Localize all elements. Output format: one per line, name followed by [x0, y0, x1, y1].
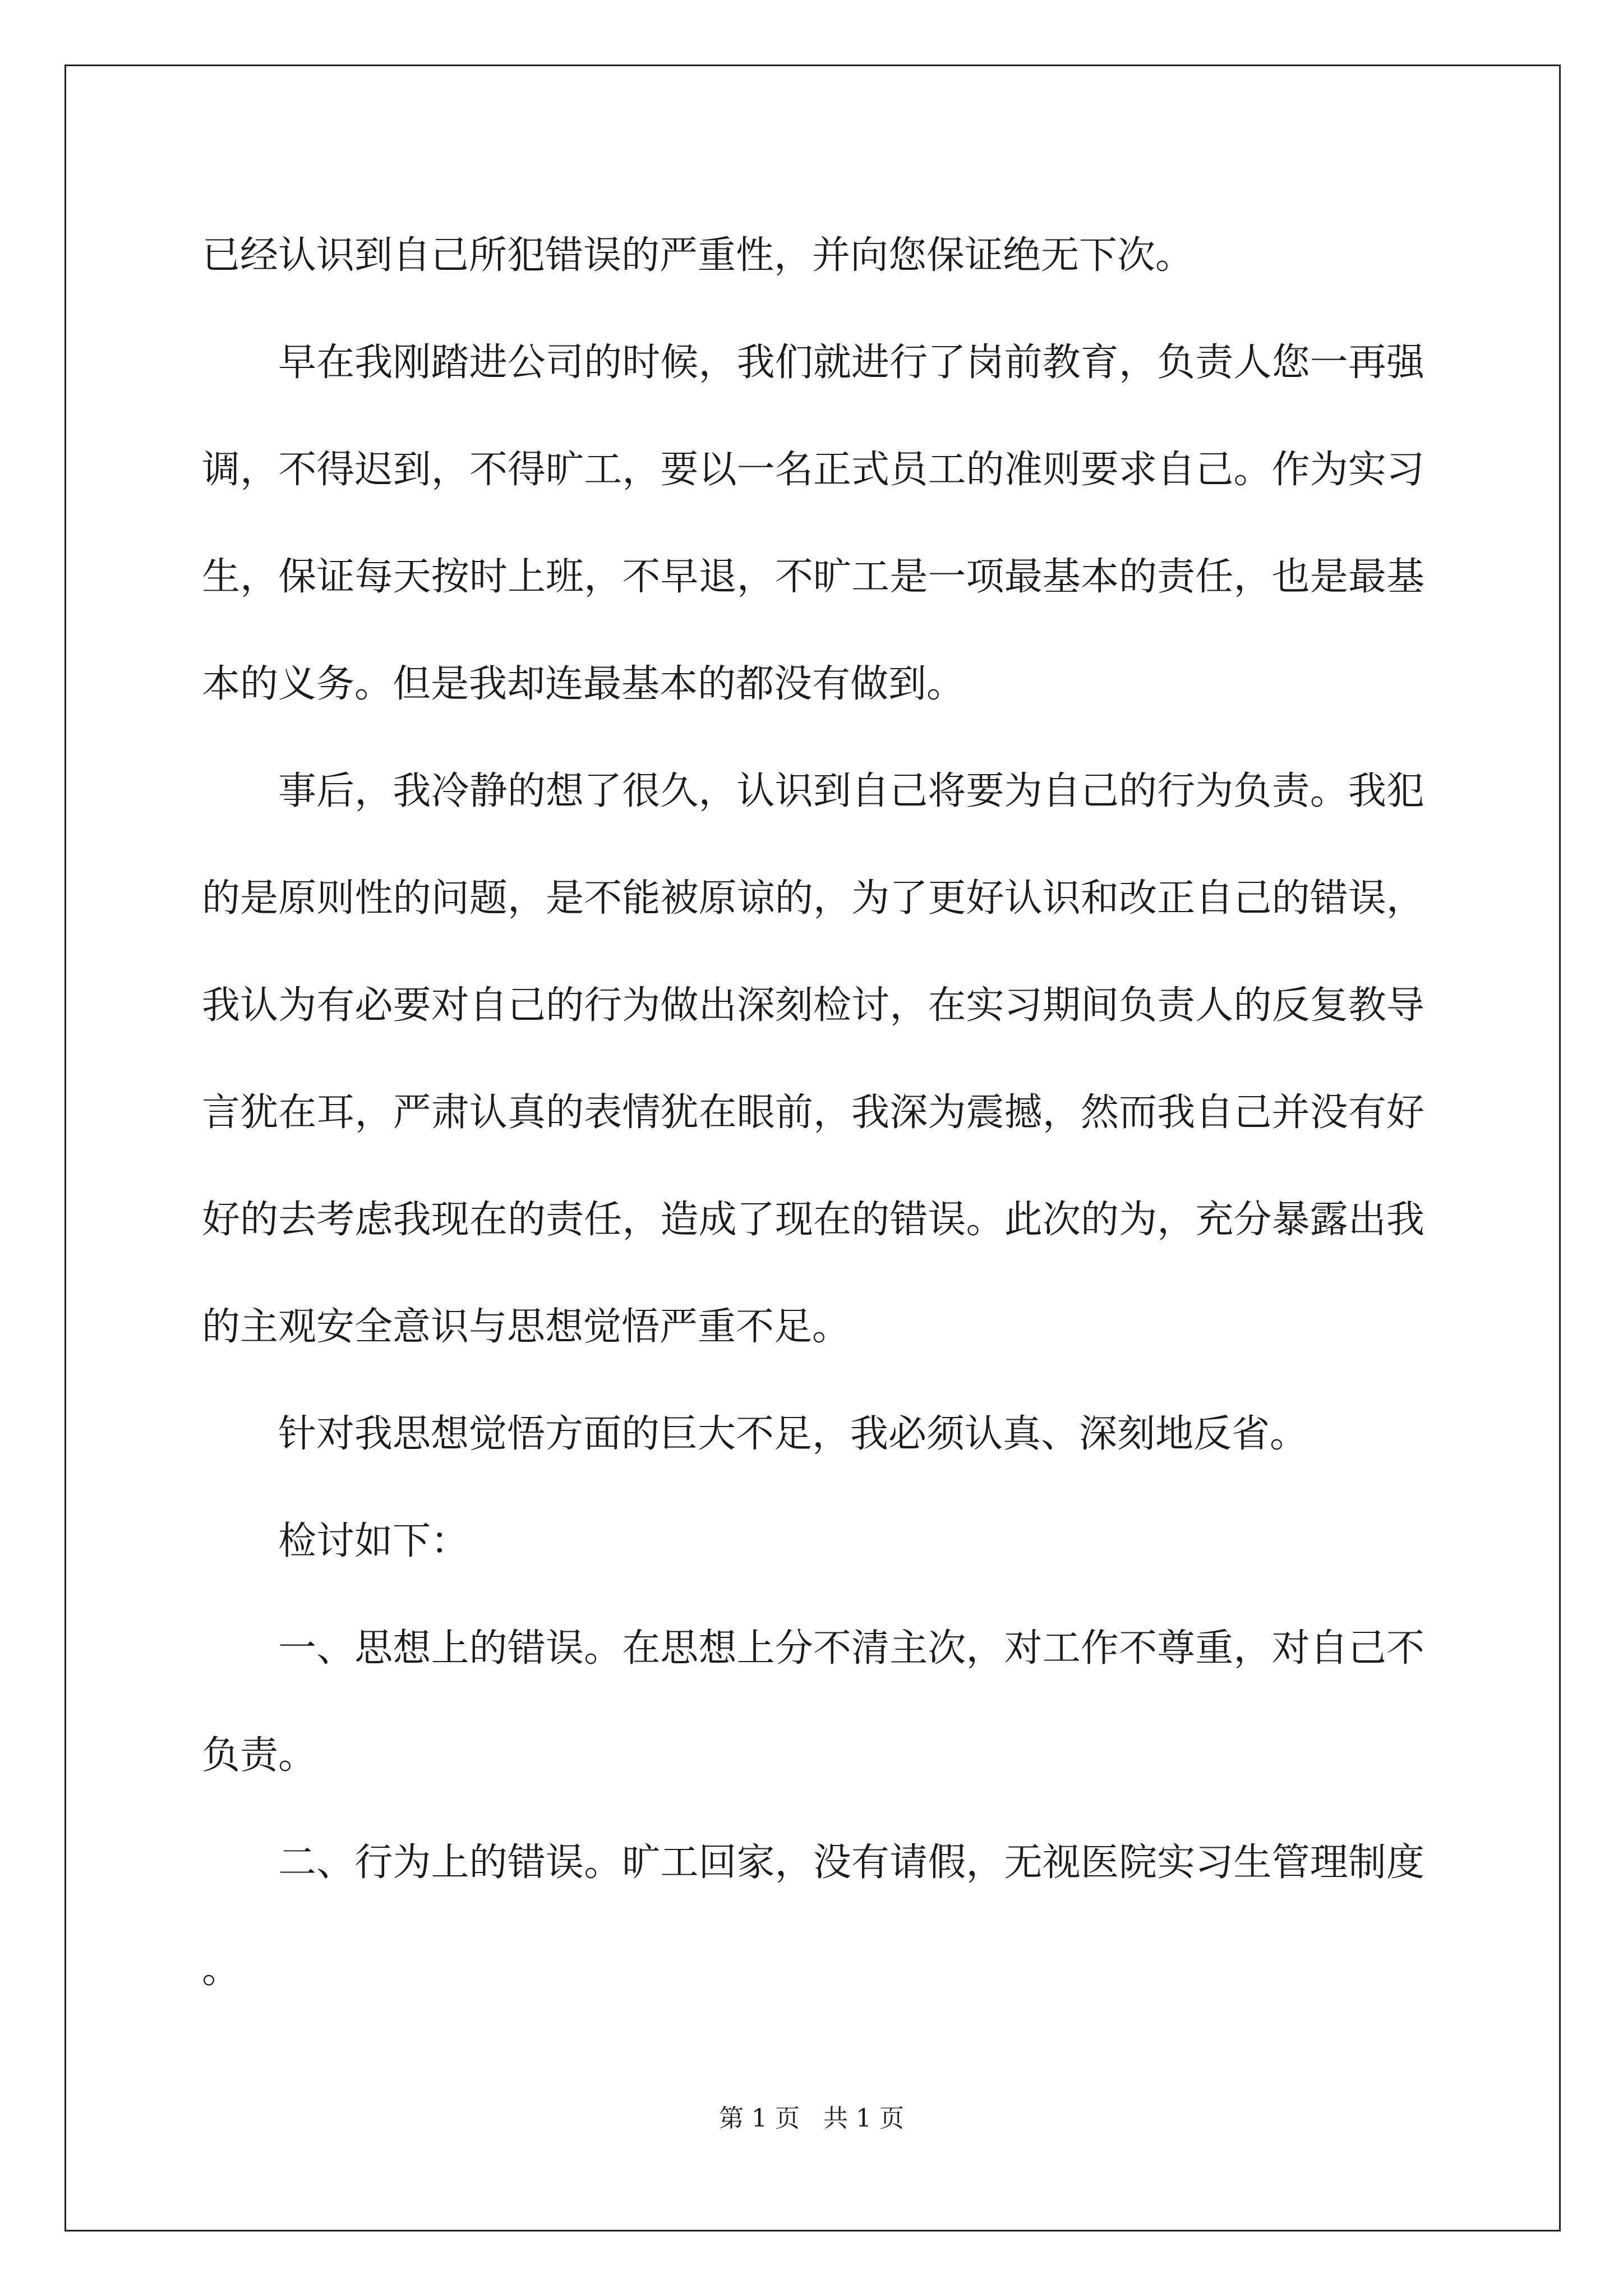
paragraph-5: 检讨如下： [278, 1519, 469, 1563]
page-number-footer: 第 1 页 共 1 页 [719, 2104, 904, 2133]
paragraph-3: 事后，我冷静的想了很久，认识到自己将要为自己的行为负责。我犯的是原则性的问题，是不能被原谅的，为了更好认识和改正自己的错误，我认为有必要对自己的行为做出深刻检讨，在实习期间负责人的反复教导言犹在耳，严肃认真的表情犹在眼前，我深为震撼，然而我自己并没有好好的去考虑我现在的责任，造成了现在的错误。此次的为，充分暴露出我的主观安全意识与思想觉悟严重不足。 [202, 769, 1424, 1349]
paragraph-7: 二、行为上的错误。旷工回家，没有请假，无视医院实习生管理制度。 [202, 1841, 1424, 1992]
paragraph-2: 早在我刚踏进公司的时候，我们就进行了岗前教育，负责人您一再强调，不得迟到，不得旷工，要以一名正式员工的准则要求自己。作为实习生，保证每天按时上班，不早退，不旷工是一项最基本的责任，也是最基本的义务。但是我却连最基本的都没有做到。 [202, 341, 1424, 706]
paragraph-6: 一、思想上的错误。在思想上分不清主次，对工作不尊重，对自己不负责。 [202, 1626, 1424, 1778]
paragraph-1: 已经认识到自己所犯错误的严重性，并向您保证绝无下次。 [202, 233, 1194, 278]
paragraph-4: 针对我思想觉悟方面的巨大不足，我必须认真、深刻地反省。 [278, 1412, 1308, 1456]
document-body [202, 202, 1424, 2023]
